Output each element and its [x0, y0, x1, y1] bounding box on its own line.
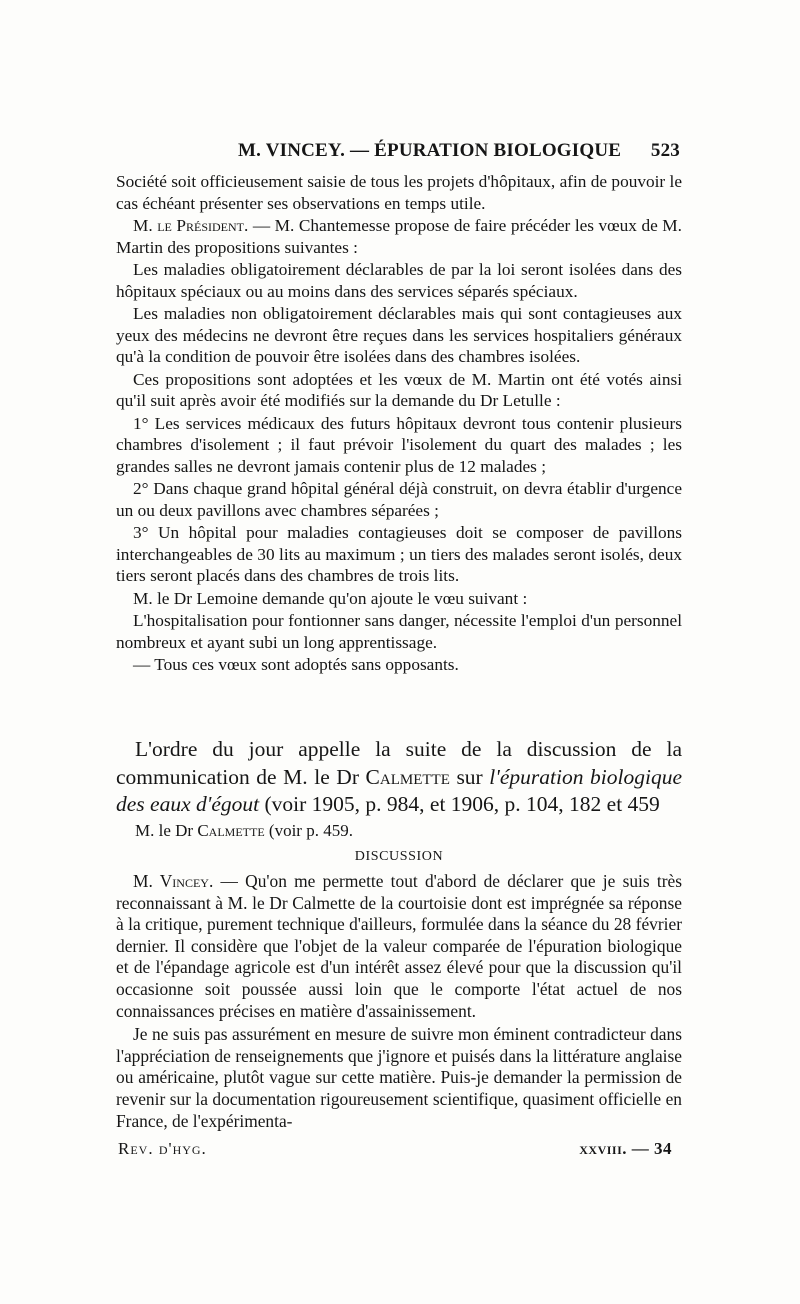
- paragraph: Les maladies obligatoirement déclarables de par la loi seront isolées dans des hôpitaux spéciaux ou au moins dans des services séparés spéciaux.: [116, 260, 682, 301]
- agenda-block: [116, 736, 682, 842]
- paragraph: 3° Un hôpital pour maladies contagieuses doit se composer de pavillons interchangeables de 30 lits au maximum ; un tiers des malades seront isolés, deux tiers seront placés dans des chambres de trois lits.: [116, 523, 682, 585]
- paragraph: Ces propositions sont adoptées et les vœux de M. Martin ont été votés ainsi qu'il suit après avoir été modifiés sur la demande du Dr Letulle :: [116, 369, 682, 410]
- running-head: [118, 140, 680, 168]
- paragraph-text: — M. Chantemesse propose de faire précéder les vœux de M. Martin des propositions suivantes :: [116, 216, 682, 257]
- body-text: [116, 171, 682, 677]
- page-footer: [118, 1139, 682, 1165]
- paragraph: 2° Dans chaque grand hôpital général déjà construit, on devra établir d'urgence un ou deux pavillons avec chambres séparées ;: [116, 479, 682, 520]
- volume-signature: xxviii. — 34: [579, 1139, 672, 1158]
- paragraph: 1° Les services médicaux des futurs hôpitaux devront tous contenir plusieurs chambres d'isolement ; il faut prévoir l'isolement du quart des malades ; les grandes salles ne devront jamais contenir plus de 12 malades ;: [116, 413, 682, 476]
- paragraph: — Tous ces vœux sont adoptés sans opposants.: [133, 655, 459, 674]
- paragraph: L'hospitalisation pour fontionner sans danger, nécessite l'emploi d'un personnel nombreux et ayant subi un long apprentissage.: [116, 611, 682, 652]
- speaker-label: M. le Président.: [133, 216, 249, 235]
- discussion-paragraph: [116, 871, 682, 1022]
- president-paragraph: [116, 215, 682, 258]
- agenda-subject: l'épuration biologique des eaux d'égout: [116, 764, 682, 816]
- agenda-speaker: Calmette: [365, 764, 450, 789]
- paragraph: Les maladies non obligatoirement déclarables mais qui sont contagieuses aux yeux des médecins ne devront être reçues dans les services hospitaliers généraux qu'à la condition de pouvoir être isolées dans des chambres isolées.: [116, 304, 682, 366]
- agenda-refs: (voir 1905, p. 984, et 1906, p. 104, 182 et 459: [264, 792, 660, 816]
- discussion-block: [116, 871, 682, 1134]
- agenda-middle: sur: [456, 764, 483, 789]
- agenda-intro: L'ordre du jour appelle la suite de la discussion de la communication de M. le Dr: [116, 737, 682, 789]
- discussion-paragraph: Je ne suis pas assurément en mesure de suivre mon éminent contradicteur dans l'appréciation de renseignements que j'ignore et puisés dans la littérature anglaise ou américaine, plutôt vague sur cette matière. Puis-je demander la permission de revenir sur la documentation rigoureusement scientifique, quasiment officielle en France, de l'expérimenta-: [116, 1024, 682, 1131]
- agenda-note: [116, 820, 682, 842]
- section-title: DISCUSSION: [354, 849, 444, 864]
- agenda-note-ref: (voir p. 459.: [268, 820, 353, 840]
- speaker-label: M. Vincey.: [133, 871, 214, 891]
- running-head-title: M. VINCEY. — ÉPURATION BIOLOGIQUE: [238, 140, 622, 161]
- agenda-paragraph: [116, 736, 682, 819]
- paragraph: M. le Dr Lemoine demande qu'on ajoute le vœu suivant :: [133, 588, 528, 608]
- agenda-note-speaker: Calmette: [197, 820, 265, 840]
- paragraph-text: — Qu'on me permette tout d'abord de déclarer que je suis très reconnaissant à M. le Dr Calmette de la courtoisie dont est imprégnée sa réponse à la critique, purement technique d'ailleurs, formulée dans la séance du 28 février dernier. Il considère que l'objet de la valeur comparée de l'épuration biologique et de l'épandage agricole est d'un intérêt assez élevé pour que la discussion qu'il occasionne soit poussée aussi loin que le comporte l'état actuel de nos connaissances précises en matière d'assainissement.: [116, 871, 682, 1021]
- agenda-note-prefix: M. le Dr: [135, 820, 194, 840]
- journal-signature: Rev. d'hyg.: [118, 1139, 207, 1158]
- paragraph: Société soit officieusement saisie de tous les projets d'hôpitaux, afin de pouvoir le cas échéant présenter ses observations en temps utile.: [116, 172, 682, 213]
- page-number: 523: [650, 140, 680, 161]
